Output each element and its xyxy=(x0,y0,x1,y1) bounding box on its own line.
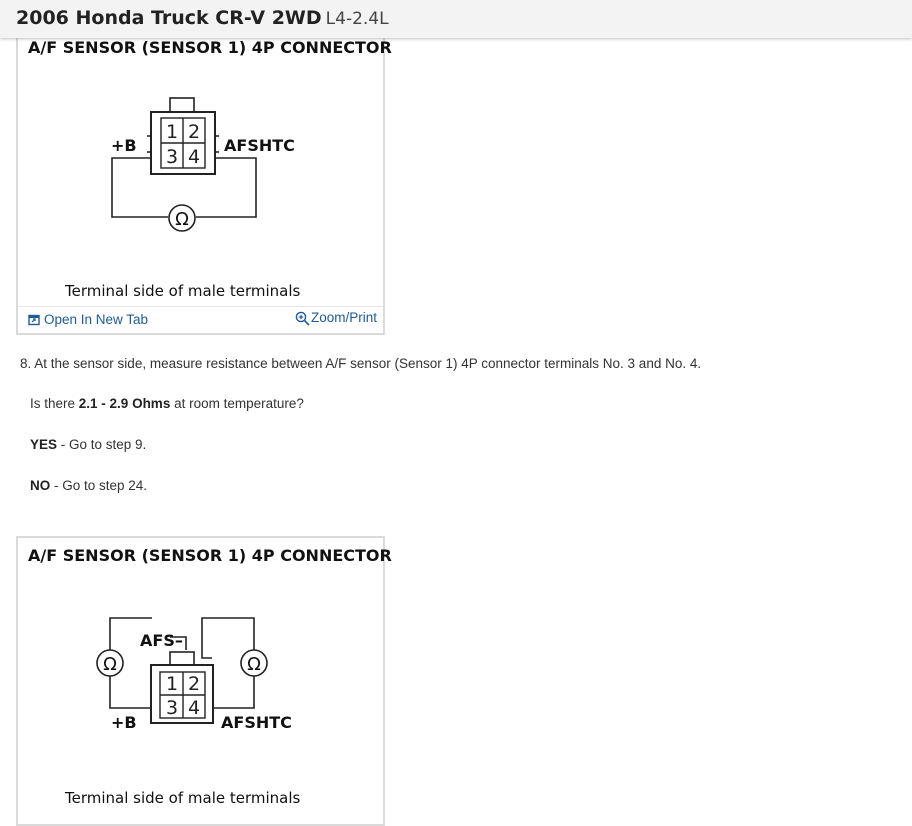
vehicle-name: 2006 Honda Truck CR-V 2WD xyxy=(16,7,322,29)
no-branch xyxy=(30,478,147,493)
resistance-spec: 2.1 - 2.9 Ohms xyxy=(78,396,171,411)
terminal-2: 2 xyxy=(187,673,201,695)
connector-figure-1 xyxy=(16,30,392,335)
zoom-print-link[interactable] xyxy=(295,310,377,326)
step-instruction: 8. At the sensor side, measure resistance between A/F sensor (Sensor 1) 4P connector terminals No. 3 and No. 4. xyxy=(20,356,702,371)
ohm-symbol-left: Ω xyxy=(103,654,117,675)
connector-figure-2 xyxy=(16,536,392,826)
external-window-icon xyxy=(28,314,40,326)
ohm-symbol-right: Ω xyxy=(247,654,261,675)
question-prefix: Is there xyxy=(30,396,79,411)
engine-label: L4-2.4L xyxy=(325,9,389,29)
yes-branch xyxy=(30,437,146,452)
figure-toolbar xyxy=(18,306,383,333)
yes-text: - Go to step 9. xyxy=(57,437,147,452)
no-label: NO xyxy=(30,478,51,493)
no-text: - Go to step 24. xyxy=(50,478,148,493)
yes-label: YES xyxy=(30,437,58,452)
figure-caption: Terminal side of male terminals xyxy=(65,789,301,807)
figure-title: A/F SENSOR (SENSOR 1) 4P CONNECTOR xyxy=(28,546,392,565)
open-new-tab-link[interactable] xyxy=(28,312,148,327)
connector-diagram-2 xyxy=(18,538,383,813)
open-new-tab-label: Open In New Tab xyxy=(44,312,149,327)
zoom-print-label: Zoom/Print xyxy=(310,310,377,325)
terminal-2: 2 xyxy=(187,121,201,143)
step-question xyxy=(30,396,304,411)
plus-b-label: +B xyxy=(111,713,137,732)
connector-diagram-1 xyxy=(18,30,383,310)
connector-latch xyxy=(170,652,194,665)
afshtc-label: AFSHTC xyxy=(224,136,295,155)
terminal-4: 4 xyxy=(187,697,201,719)
figure-caption: Terminal side of male terminals xyxy=(65,282,301,300)
vehicle-title xyxy=(16,7,389,29)
question-suffix: at room temperature? xyxy=(170,396,304,411)
terminal-1: 1 xyxy=(165,121,179,143)
ohm-symbol: Ω xyxy=(175,209,189,230)
terminal-4: 4 xyxy=(187,146,201,168)
page-header xyxy=(0,0,912,38)
afs-minus-label: AFS– xyxy=(140,631,183,650)
afshtc-label: AFSHTC xyxy=(221,713,292,732)
terminal-3: 3 xyxy=(165,146,179,168)
connector-latch xyxy=(170,98,194,112)
figure-title: A/F SENSOR (SENSOR 1) 4P CONNECTOR xyxy=(28,38,392,57)
terminal-1: 1 xyxy=(165,673,179,695)
plus-b-label: +B xyxy=(111,136,137,155)
zoom-in-icon xyxy=(295,311,310,326)
terminal-3: 3 xyxy=(165,697,179,719)
